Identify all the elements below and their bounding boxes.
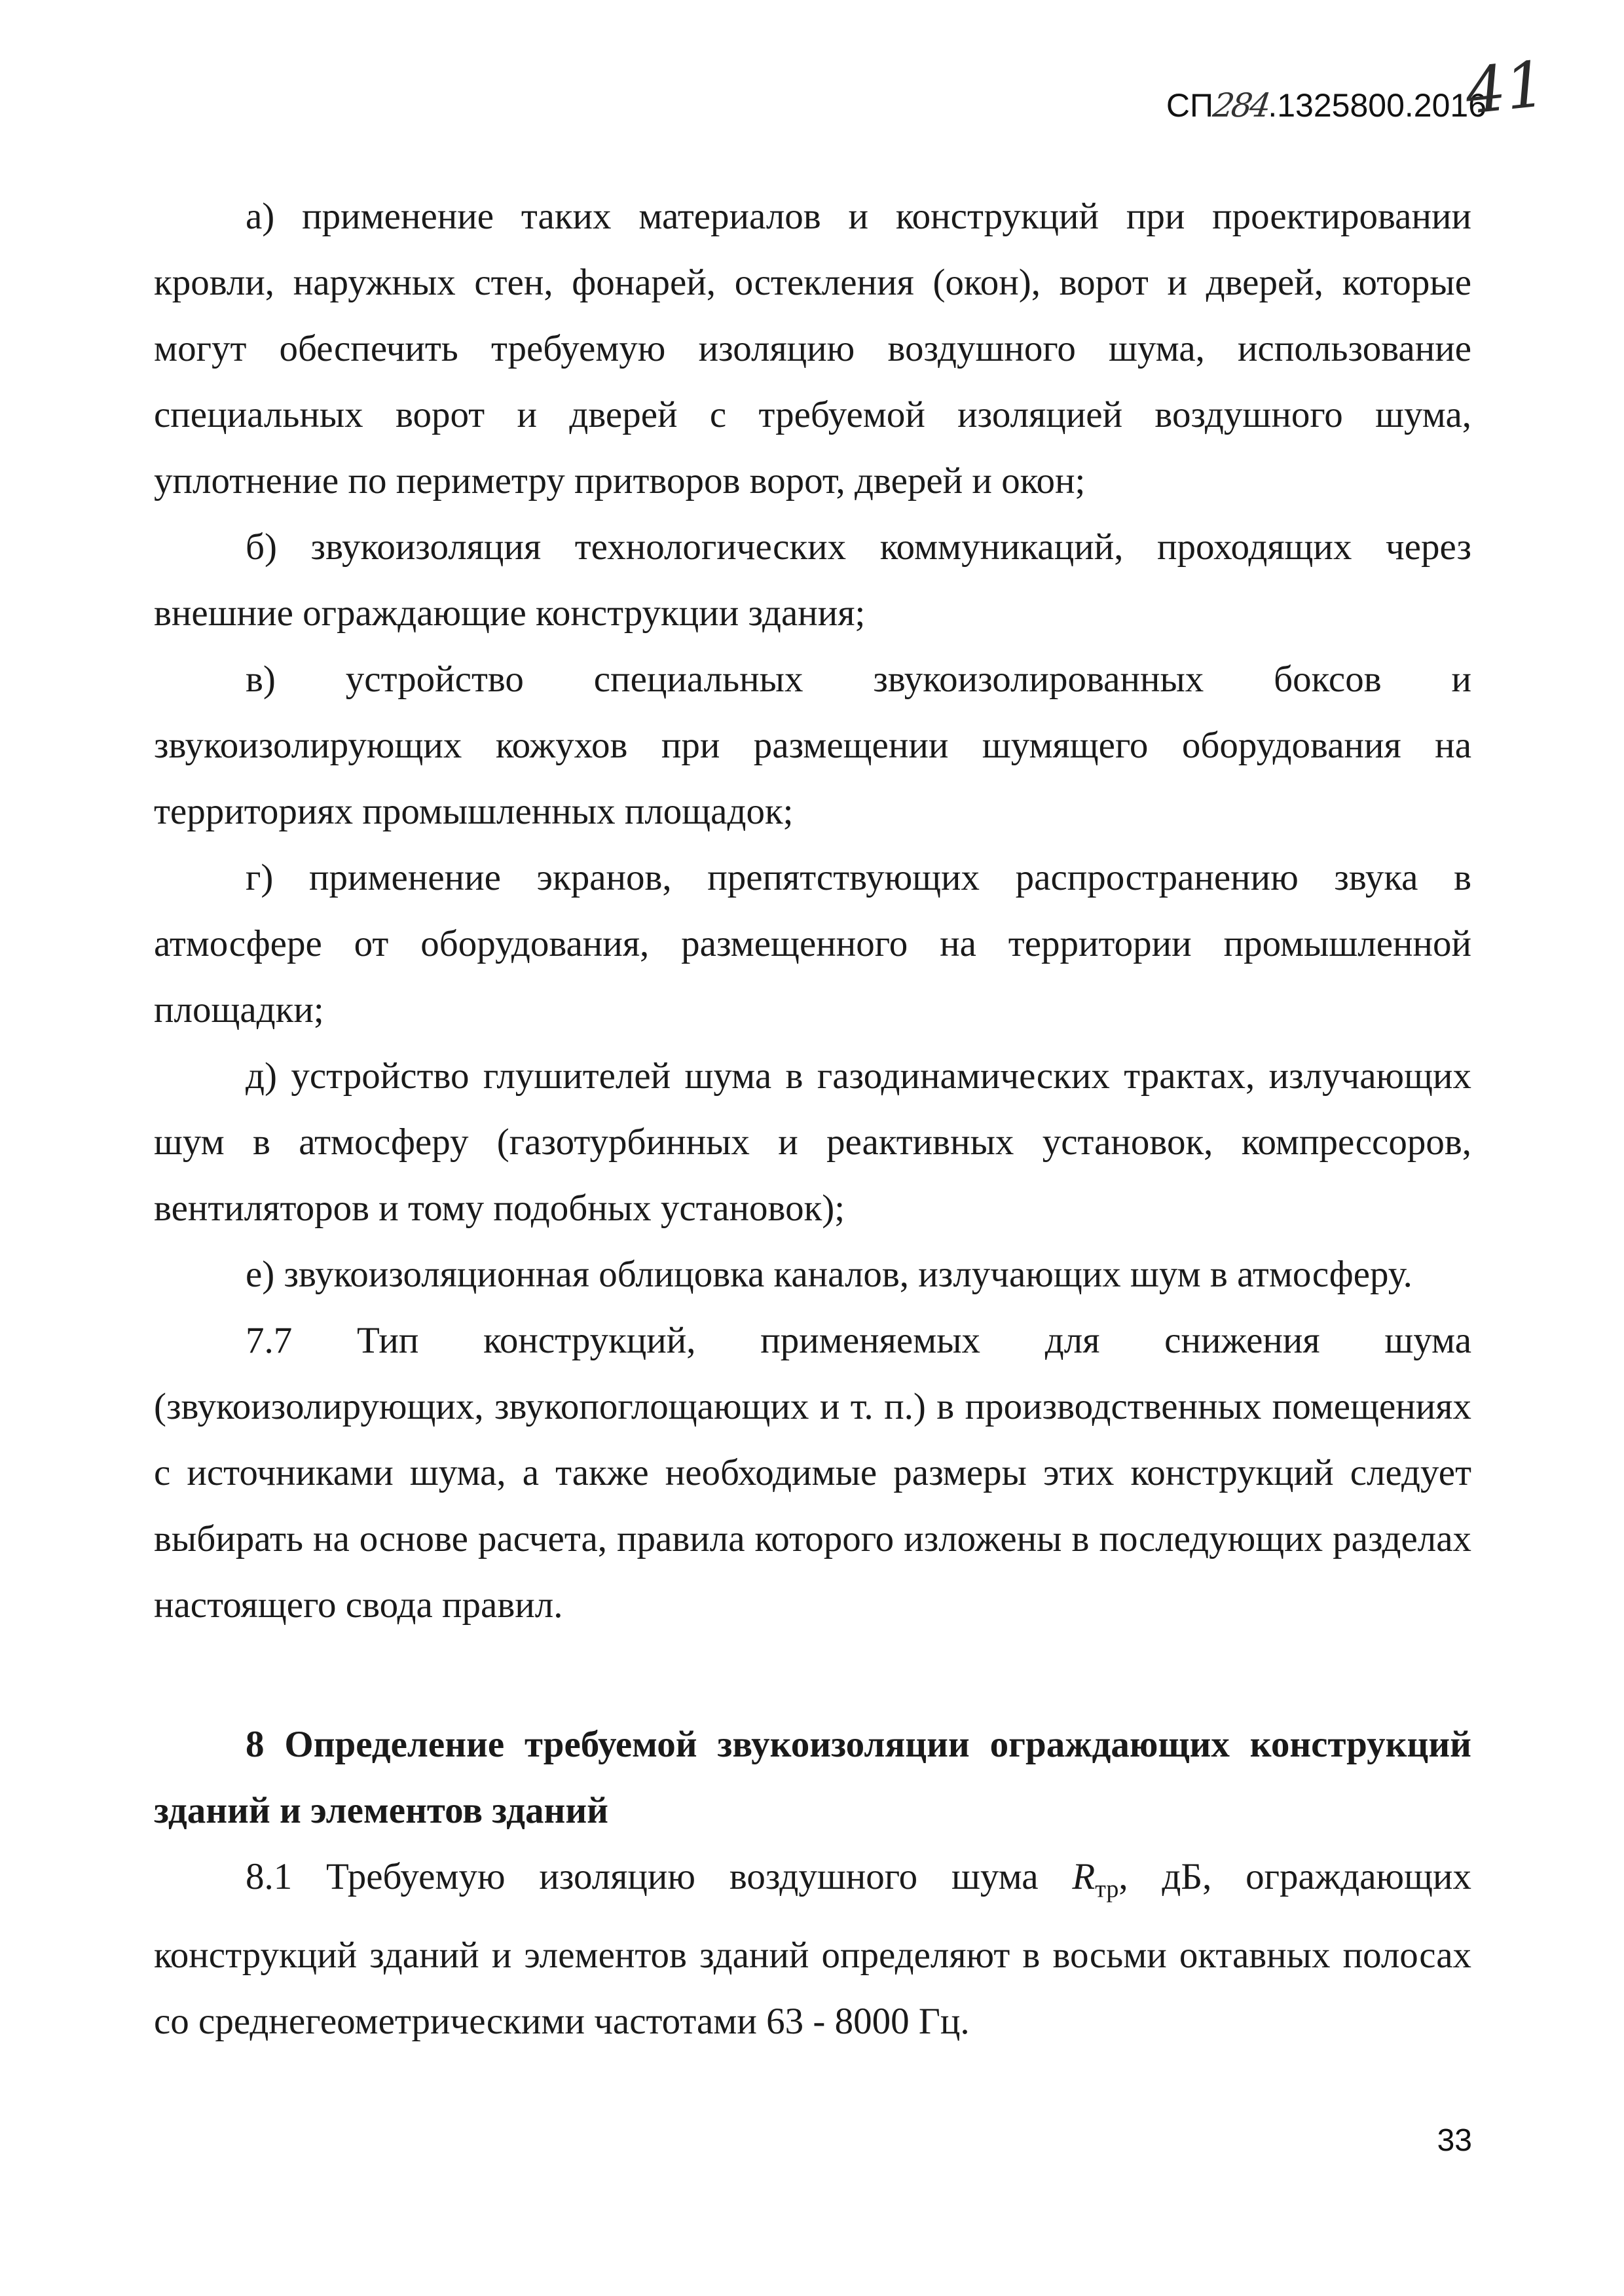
clause-7-7: 7.7 Тип конструкций, применяемых для снижения шума (звукоизолирующих, звукопоглощающих и т. п.) в производственных помещениях с источниками шума, а также необходимые размеры этих конструкций следует выбирать на основе расчета, правила которого изложены в последующих разделах настоящего свода правил. [154,1320,1471,1626]
paragraph-e: е) звукоизоляционная облицовка каналов, излучающих шум в атмосферу. [246,1254,1412,1295]
document-code-header [1166,86,1486,124]
clause-8-1-subscript: тр [1095,1875,1119,1903]
code-suffix: .1325800.2016 [1268,87,1486,124]
handwritten-code-number: 284 [1210,86,1271,124]
paragraph-b: б) звукоизоляция технологических коммуникаций, проходящих через внешние ограждающие конструкции здания; [154,526,1471,634]
clause-8-1-symbol: R [1072,1856,1096,1897]
document-body [154,183,1471,2054]
paragraph-a: а) применение таких материалов и конструкций при проектировании кровли, наружных стен, фонарей, остекления (окон), ворот и дверей, которые могут обеспечить требуемую изоляцию воздушного шума, использование специальных ворот и дверей с требуемой изоляцией воздушного шума, уплотнение по периметру притворов ворот, дверей и окон; [154,196,1471,501]
clause-8-1 [154,1844,1471,2054]
paragraph-v: в) устройство специальных звукоизолированных боксов и звукоизолирующих кожухов при размещении шумящего оборудования на территориях промышленных площадок; [154,659,1471,832]
handwritten-folio-number: 41 [1462,46,1549,129]
page-number: 33 [1437,2123,1472,2158]
clause-8-1-text-start: 8.1 Требуемую изоляцию воздушного шума [246,1856,1073,1897]
paragraph-g: г) применение экранов, препятствующих распространению звука в атмосфере от оборудования, размещенного на территории промышленной площадки; [154,857,1471,1030]
paragraph-d: д) устройство глушителей шума в газодинамических трактах, излучающих шум в атмосферу (газотурбинных и реактивных установок, компрессоров, вентиляторов и тому подобных установок); [154,1055,1471,1229]
clause-8-1-text-end: , дБ, ограждающих конструкций зданий и элементов зданий определяют в восьми октавных полосах со среднегеометрическими частотами 63 - 8000 Гц. [154,1856,1472,2043]
section-8-heading: 8 Определение требуемой звукоизоляции ограждающих конструкций зданий и элементов зданий [154,1724,1471,1831]
code-prefix: СП [1166,87,1213,124]
